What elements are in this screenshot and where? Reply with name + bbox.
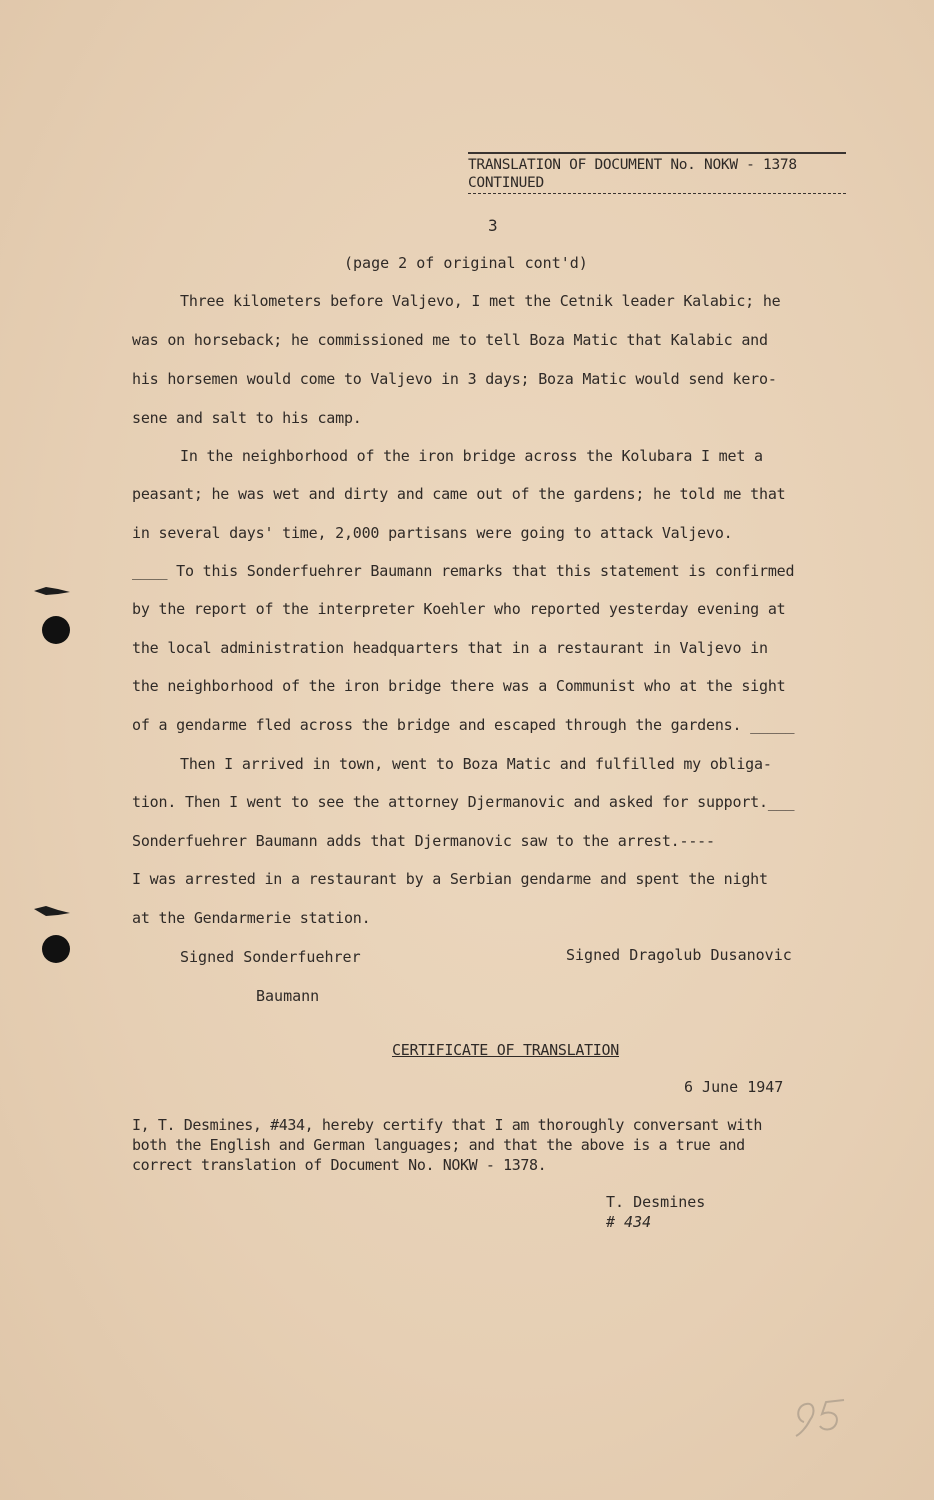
binder-clip-icon (32, 583, 72, 599)
header-continued: CONTINUED (468, 174, 846, 194)
document-header (468, 152, 846, 194)
body-line: In the neighborhood of the iron bridge across the Kolubara I met a (180, 447, 763, 465)
signature-right: Signed Dragolub Dusanovic (566, 946, 792, 964)
body-line: was on horseback; he commissioned me to tell Boza Matic that Kalabic and (132, 331, 768, 349)
body-line: his horsemen would come to Valjevo in 3 days; Boza Matic would send kero- (132, 370, 777, 388)
handwritten-page-mark (790, 1392, 850, 1440)
body-line: the neighborhood of the iron bridge there was a Communist who at the sight (132, 677, 786, 695)
body-line: Three kilometers before Valjevo, I met the Cetnik leader Kalabic; he (180, 292, 781, 310)
binder-clip-icon (32, 903, 72, 919)
body-line: Then I arrived in town, went to Boza Matic and fulfilled my obliga- (180, 755, 772, 773)
certificate-line: both the English and German languages; and that the above is a true and (132, 1136, 745, 1154)
certificate-line: correct translation of Document No. NOKW - 1378. (132, 1156, 547, 1174)
punch-hole-icon (42, 616, 70, 644)
body-line: I was arrested in a restaurant by a Serbian gendarme and spent the night (132, 870, 768, 888)
body-line: ____ To this Sonderfuehrer Baumann remarks that this statement is confirmed (132, 562, 795, 580)
translator-name: T. Desmines (606, 1193, 706, 1211)
original-page-note: (page 2 of original cont'd) (344, 254, 588, 272)
body-line: peasant; he was wet and dirty and came out of the gardens; he told me that (132, 485, 786, 503)
body-line: at the Gendarmerie station. (132, 909, 371, 927)
header-title: TRANSLATION OF DOCUMENT No. NOKW - 1378 (468, 152, 846, 174)
body-line: tion. Then I went to see the attorney Djermanovic and asked for support.___ (132, 793, 795, 811)
body-line: of a gendarme fled across the bridge and escaped through the gardens. _____ (132, 716, 795, 734)
body-line: sene and salt to his camp. (132, 409, 362, 427)
punch-hole-icon (42, 935, 70, 963)
signature-left-line1: Signed Sonderfuehrer (180, 948, 361, 966)
signature-left-line2: Baumann (256, 987, 320, 1005)
certificate-title: CERTIFICATE OF TRANSLATION (392, 1041, 620, 1059)
certificate-date: 6 June 1947 (684, 1078, 784, 1096)
body-line: in several days' time, 2,000 partisans were going to attack Valjevo. (132, 524, 733, 542)
translator-number: # 434 (606, 1213, 652, 1231)
certificate-line: I, T. Desmines, #434, hereby certify that I am thoroughly conversant with (132, 1116, 763, 1134)
body-line: Sonderfuehrer Baumann adds that Djermanovic saw to the arrest.---- (132, 832, 715, 850)
body-line: by the report of the interpreter Koehler who reported yesterday evening at (132, 600, 786, 618)
body-line: the local administration headquarters that in a restaurant in Valjevo in (132, 639, 768, 657)
page-number: 3 (488, 216, 498, 235)
